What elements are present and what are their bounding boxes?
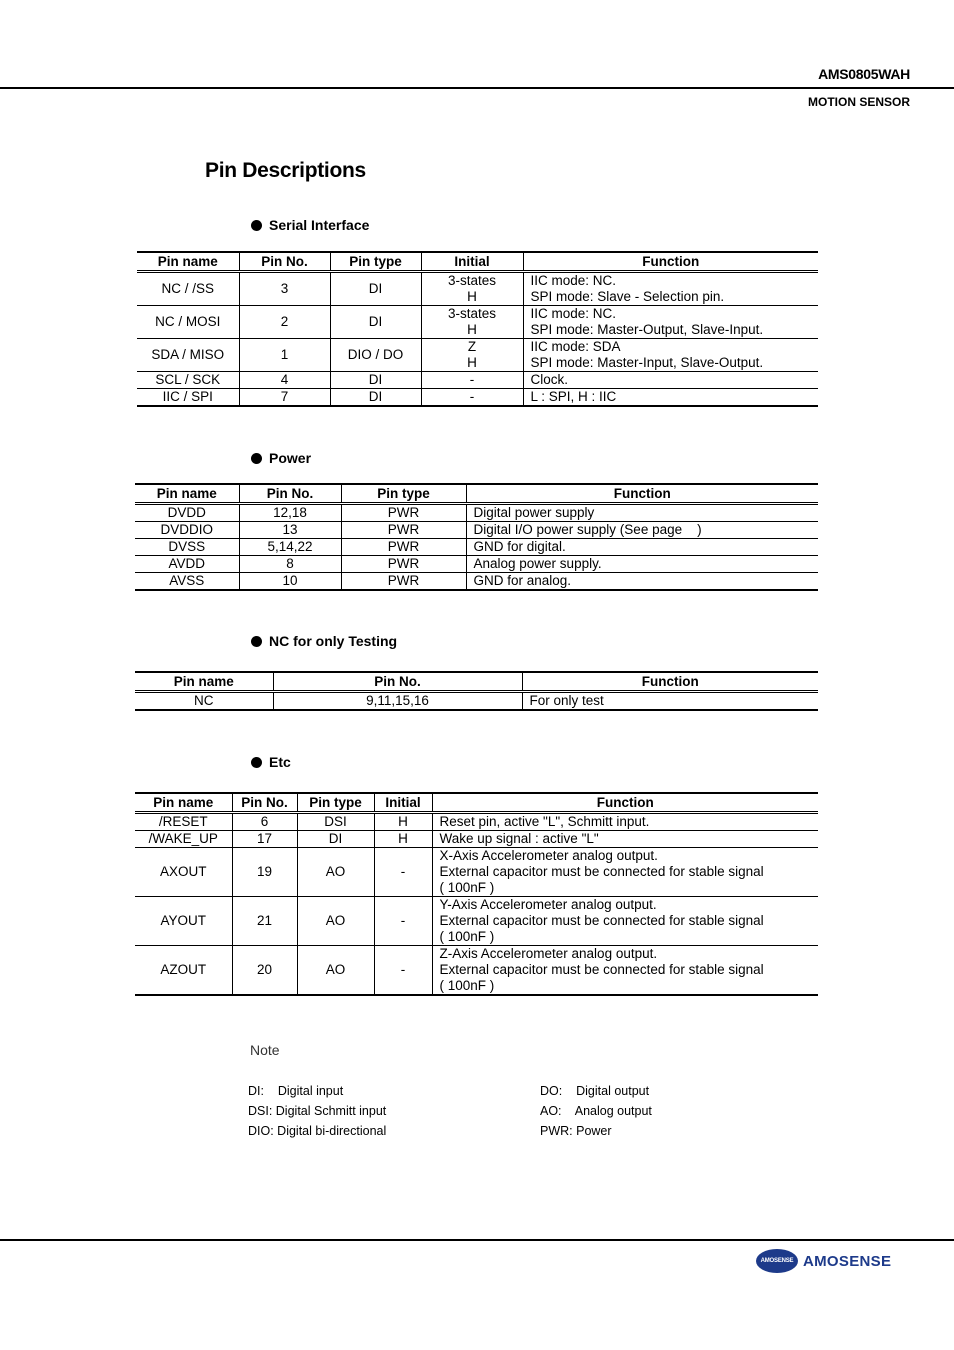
table-header-row xyxy=(135,484,818,504)
pin-function: Digital I/O power supply (See page ) xyxy=(466,522,818,539)
pin-number: 3 xyxy=(239,272,330,306)
column-header: Pin No. xyxy=(239,252,330,272)
table-row xyxy=(137,272,818,306)
footer-rule xyxy=(0,1239,954,1241)
table-row xyxy=(135,813,818,831)
pin-number: 2 xyxy=(239,306,330,339)
pin-initial: - xyxy=(421,372,523,389)
note-item: DI: Digital input xyxy=(248,1084,344,1098)
note-item: DSI: Digital Schmitt input xyxy=(248,1104,387,1118)
pin-initial: - xyxy=(374,848,432,897)
column-header: Pin type xyxy=(297,793,374,813)
column-header: Function xyxy=(523,252,818,272)
bullet-icon xyxy=(251,220,262,231)
function-line: IIC mode: SDA xyxy=(530,339,621,354)
column-header: Pin name xyxy=(137,252,239,272)
section-heading-serial xyxy=(251,217,369,233)
pin-name: AVDD xyxy=(135,556,239,573)
function-line: SPI mode: Master-Output, Slave-Input. xyxy=(530,322,764,337)
pin-name: NC / /SS xyxy=(161,281,214,296)
pin-name: DVDDIO xyxy=(135,522,239,539)
table-row xyxy=(137,389,818,407)
function-line: Z-Axis Accelerometer analog output. xyxy=(439,946,658,961)
initial-line: H xyxy=(467,289,477,304)
section-heading-power xyxy=(251,450,311,466)
pin-number: 5,14,22 xyxy=(239,539,341,556)
initial-line: Z xyxy=(467,339,477,354)
column-header: Function xyxy=(466,484,818,504)
pin-type: DSI xyxy=(297,813,374,831)
function-line: ( 100nF ) xyxy=(439,929,495,944)
bullet-icon xyxy=(251,453,262,464)
column-header: Initial xyxy=(421,252,523,272)
amosense-logo xyxy=(756,1249,891,1273)
note-item: DIO: Digital bi-directional xyxy=(248,1124,387,1138)
column-header: Pin name xyxy=(135,793,232,813)
section-heading-text: Etc xyxy=(269,754,291,770)
function-line: Y-Axis Accelerometer analog output. xyxy=(439,897,657,912)
pin-type: PWR xyxy=(341,556,466,573)
pin-number: 1 xyxy=(239,339,330,372)
section-heading-text: NC for only Testing xyxy=(269,633,398,649)
initial-line: 3-states xyxy=(447,273,497,288)
function-line: IIC mode: NC. xyxy=(530,273,617,288)
initial-line: H xyxy=(467,355,477,370)
pin-number: 9,11,15,16 xyxy=(273,692,522,711)
pin-function xyxy=(432,946,818,996)
pin-type: DI xyxy=(330,389,421,407)
pin-function: GND for analog. xyxy=(466,573,818,591)
table-row xyxy=(135,831,818,848)
column-header: Pin name xyxy=(135,672,273,692)
pin-number: 4 xyxy=(239,372,330,389)
pin-initial: - xyxy=(374,946,432,996)
power-table xyxy=(135,483,818,591)
pin-number: 12,18 xyxy=(239,504,341,522)
column-header: Initial xyxy=(374,793,432,813)
pin-name: DVSS xyxy=(135,539,239,556)
pin-number: 10 xyxy=(239,573,341,591)
pin-function xyxy=(523,306,818,339)
pin-type: PWR xyxy=(341,573,466,591)
etc-table xyxy=(135,792,818,996)
pin-name: AVSS xyxy=(135,573,239,591)
pin-name: DVDD xyxy=(167,505,206,520)
pin-initial: H xyxy=(374,831,432,848)
pin-type: DI xyxy=(330,272,421,306)
pin-initial xyxy=(421,306,523,339)
pin-number: 6 xyxy=(232,813,297,831)
logo-text: AMOSENSE xyxy=(803,1252,892,1270)
note-item: AO: Analog output xyxy=(540,1104,652,1118)
column-header: Function xyxy=(432,793,818,813)
bullet-icon xyxy=(251,757,262,768)
pin-type: PWR xyxy=(341,504,466,522)
column-header: Pin name xyxy=(135,484,239,504)
pin-name: AYOUT xyxy=(135,897,232,946)
pin-type: AO xyxy=(297,848,374,897)
pin-type: DIO / DO xyxy=(330,339,421,372)
table-row xyxy=(137,306,818,339)
nc-table xyxy=(135,671,818,711)
pin-type: PWR xyxy=(341,539,466,556)
section-heading-etc xyxy=(251,754,291,770)
pin-type: DI xyxy=(297,831,374,848)
note-item: PWR: Power xyxy=(540,1124,612,1138)
pin-name: SCL / SCK xyxy=(137,372,239,389)
initial-line: 3-states xyxy=(447,306,497,321)
table-row xyxy=(135,946,818,996)
pin-name: /WAKE_UP xyxy=(135,831,232,848)
table-row xyxy=(135,522,818,539)
section-heading-text: Serial Interface xyxy=(269,217,370,233)
pin-name: AXOUT xyxy=(135,848,232,897)
pin-function: Analog power supply. xyxy=(466,556,818,573)
pin-function xyxy=(432,848,818,897)
pin-function xyxy=(523,339,818,372)
pin-function: Wake up signal : active "L" xyxy=(432,831,818,848)
pin-number: 13 xyxy=(239,522,341,539)
pin-function xyxy=(432,897,818,946)
table-row xyxy=(135,692,818,711)
table-row xyxy=(135,504,818,522)
table-row xyxy=(135,539,818,556)
pin-name: NC xyxy=(135,692,273,711)
function-line: SPI mode: Master-Input, Slave-Output. xyxy=(530,355,764,370)
pin-function: GND for digital. xyxy=(466,539,818,556)
column-header: Pin No. xyxy=(232,793,297,813)
table-header-row xyxy=(135,793,818,813)
pin-function: L : SPI, H : IIC xyxy=(523,389,818,407)
table-row xyxy=(135,573,818,591)
column-header: Pin No. xyxy=(273,672,522,692)
function-line: SPI mode: Slave - Selection pin. xyxy=(530,289,725,304)
pin-initial: H xyxy=(374,813,432,831)
pin-initial: - xyxy=(421,389,523,407)
table-row xyxy=(135,556,818,573)
table-row xyxy=(135,897,818,946)
function-line: ( 100nF ) xyxy=(439,880,495,895)
function-line: External capacitor must be connected for stable signal xyxy=(439,913,764,928)
table-header-row xyxy=(137,252,818,272)
table-header-row xyxy=(135,672,818,692)
document-subtitle: MOTION SENSOR xyxy=(807,95,910,109)
pin-name: /RESET xyxy=(158,814,208,829)
pin-function: For only test xyxy=(522,692,818,711)
pin-number: 20 xyxy=(232,946,297,996)
pin-number: 19 xyxy=(232,848,297,897)
pin-function: Reset pin, active "L", Schmitt input. xyxy=(432,813,818,831)
section-heading-text: Power xyxy=(269,450,312,466)
pin-number: 7 xyxy=(239,389,330,407)
pin-function: Digital power supply xyxy=(466,504,818,522)
pin-initial: - xyxy=(374,897,432,946)
pin-type: AO xyxy=(297,897,374,946)
function-line: ( 100nF ) xyxy=(439,978,495,993)
pin-type: AO xyxy=(297,946,374,996)
pin-function xyxy=(523,272,818,306)
table-row xyxy=(137,339,818,372)
page-title: Pin Descriptions xyxy=(205,159,366,182)
pin-type: PWR xyxy=(341,522,466,539)
note-title: Note xyxy=(250,1042,280,1058)
initial-line: H xyxy=(467,322,477,337)
part-number: AMS0805WAH xyxy=(818,66,910,82)
function-line: External capacitor must be connected for stable signal xyxy=(439,962,764,977)
column-header: Pin No. xyxy=(239,484,341,504)
pin-initial xyxy=(421,339,523,372)
function-line: X-Axis Accelerometer analog output. xyxy=(439,848,658,863)
note-item: DO: Digital output xyxy=(540,1084,650,1098)
header-rule xyxy=(0,87,954,89)
pin-number: 8 xyxy=(239,556,341,573)
pin-type: DI xyxy=(330,372,421,389)
column-header: Pin type xyxy=(330,252,421,272)
column-header: Pin type xyxy=(341,484,466,504)
pin-type: DI xyxy=(330,306,421,339)
pin-name: NC / MOSI xyxy=(137,306,239,339)
pin-name: SDA / MISO xyxy=(137,339,239,372)
pin-function: Clock. xyxy=(523,372,818,389)
pin-name: IIC / SPI xyxy=(137,389,239,407)
pin-initial xyxy=(421,272,523,306)
pin-number: 21 xyxy=(232,897,297,946)
column-header: Function xyxy=(522,672,818,692)
table-row xyxy=(135,848,818,897)
table-row xyxy=(137,372,818,389)
logo-badge-icon: AMOSENSE xyxy=(756,1249,798,1273)
serial-interface-table xyxy=(137,251,818,407)
pin-number: 17 xyxy=(232,831,297,848)
section-heading-nc xyxy=(251,633,397,649)
pin-name: AZOUT xyxy=(135,946,232,996)
function-line: External capacitor must be connected for stable signal xyxy=(439,864,764,879)
bullet-icon xyxy=(251,636,262,647)
function-line: IIC mode: NC. xyxy=(530,306,617,321)
